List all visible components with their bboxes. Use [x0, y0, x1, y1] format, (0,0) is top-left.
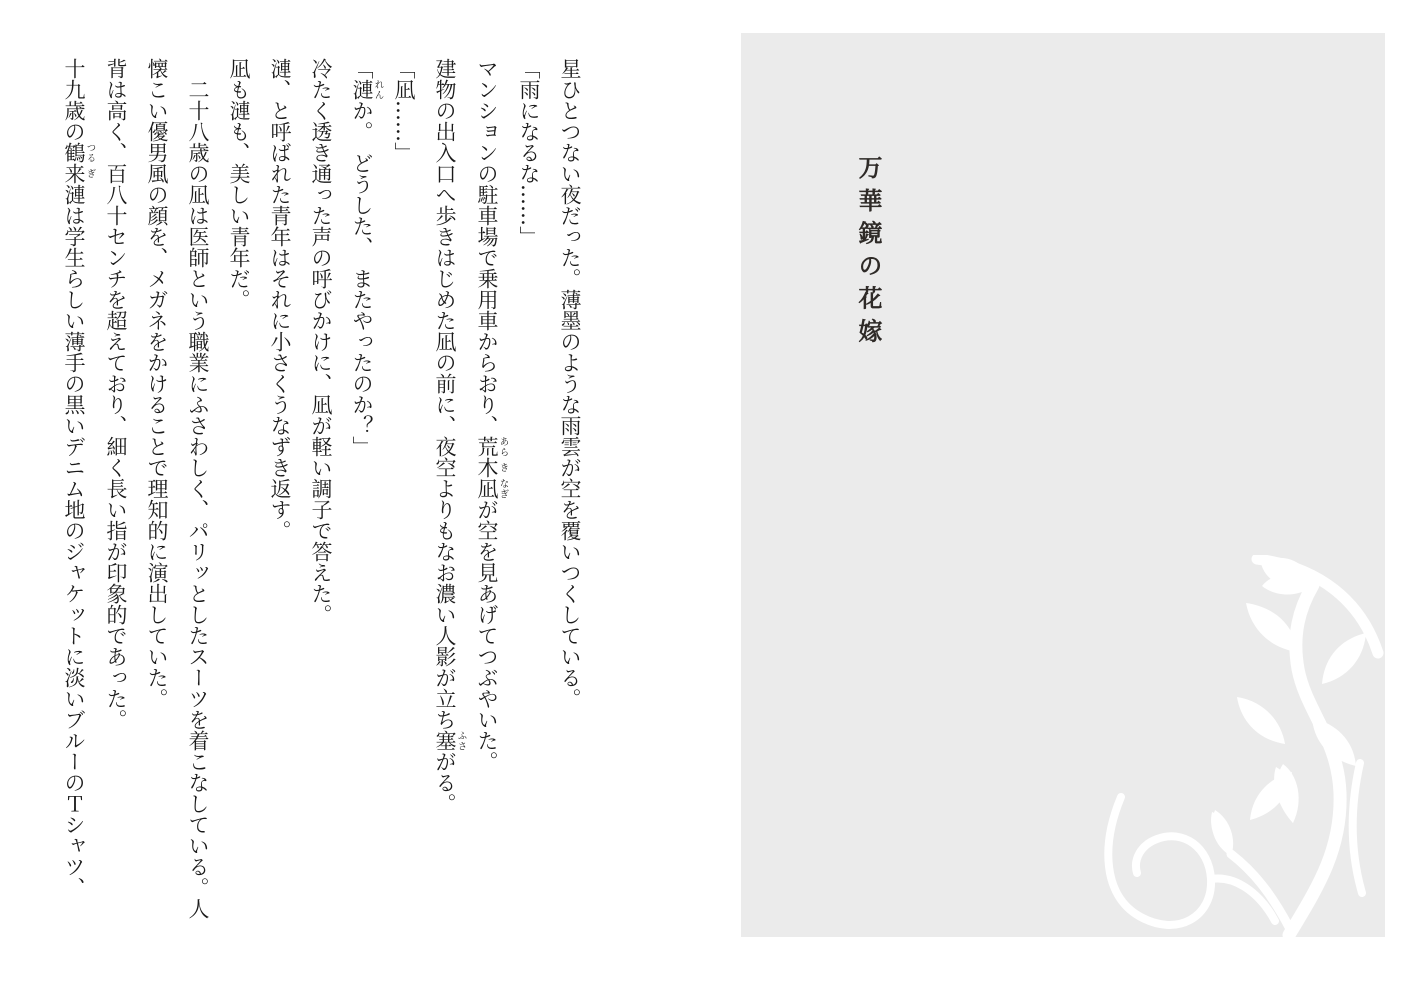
- ruby-annotated-text: 凪なぎ: [475, 478, 509, 499]
- body-text: [53, 58, 590, 926]
- title-page: [741, 33, 1385, 937]
- paragraph: 凪も漣も、美しい青年だ。: [227, 58, 251, 310]
- ruby-annotated-text: 木き: [475, 457, 509, 478]
- paragraph: マンションの駐車場で乗用車からおり、荒あら木き凪なぎが空を見あげてつぶやいた。: [475, 58, 509, 772]
- paragraph: 星ひとつない夜だった。薄墨のような雨雲が空を覆いつくしている。: [558, 58, 582, 709]
- paragraph: 「雨になるな……」: [517, 58, 541, 247]
- floral-vine-ornament: [1061, 555, 1385, 937]
- ruby-annotated-text: 来ぎ: [62, 163, 96, 184]
- paragraph: 二十八歳の凪は医師という職業にふさわしく、パリッとしたスーツを着こなしている。人懐こい優男風の顔を、メガネをかけることで理知的に演出していた。: [145, 58, 210, 919]
- paragraph: 「凪……」: [392, 58, 416, 163]
- paragraph: 「漣れんか。 どうした、 またやったのか？」: [350, 58, 384, 457]
- ruby-annotated-text: 塞ふさ: [433, 730, 467, 751]
- paragraph: 冷たく透き通った声の呼びかけに、凪が軽い調子で答えた。: [309, 58, 333, 625]
- ruby-annotated-text: 漣れん: [350, 79, 384, 100]
- book-title: 万華鏡の花嫁: [854, 155, 882, 351]
- paragraph: 背は高く、百八十センチを超えており、細く長い指が印象的であった。: [104, 58, 128, 730]
- paragraph: 建物の出入口へ歩きはじめた凪の前に、夜空よりもなお濃い人影が立ち塞ふさがる。: [433, 58, 467, 814]
- ruby-annotated-text: 鶴つる: [62, 142, 96, 163]
- paragraph: 十九歳の鶴つる来ぎ漣は学生らしい薄手の黒いデニム地のジャケットに淡いブルーのＴシャツ、: [62, 58, 96, 898]
- ruby-annotated-text: 荒あら: [475, 436, 509, 457]
- paragraph: 漣、と呼ばれた青年はそれに小さくうなずき返す。: [268, 58, 292, 541]
